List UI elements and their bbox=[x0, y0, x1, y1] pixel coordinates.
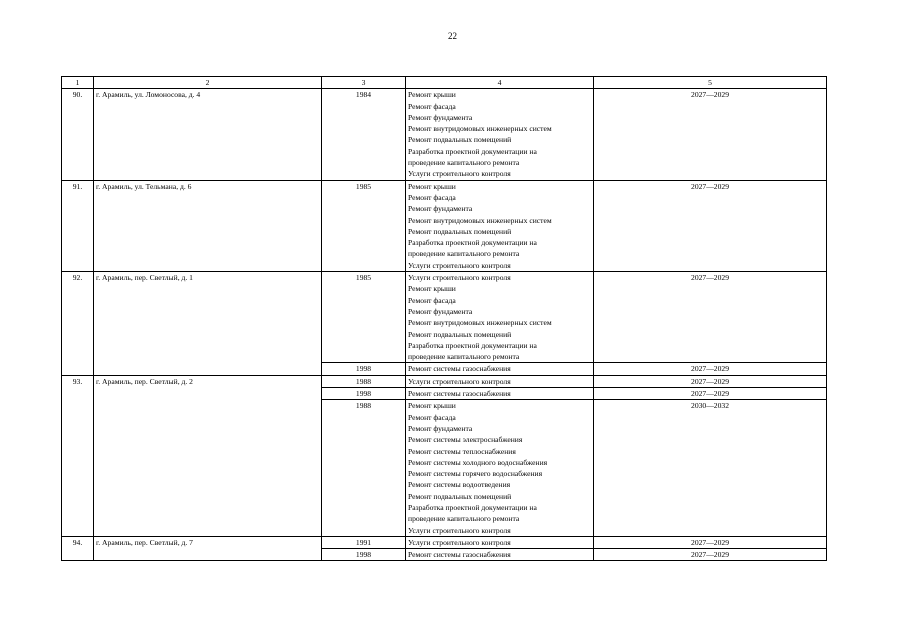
works-cell bbox=[406, 363, 594, 375]
work-item: Ремонт фасада bbox=[408, 192, 456, 202]
table-row bbox=[62, 536, 827, 548]
work-item: Ремонт системы электроснабжения bbox=[408, 435, 523, 445]
column-number-cell: 2 bbox=[94, 77, 322, 89]
period-cell: 2027—2029 bbox=[594, 89, 827, 180]
period-cell: 2027—2029 bbox=[594, 388, 827, 400]
year-cell: 1984 bbox=[322, 89, 406, 180]
work-item: Ремонт внутридомовых инженерных систем bbox=[408, 124, 552, 134]
address-cell: г. Арамиль, пер. Светлый, д. 1 bbox=[94, 272, 322, 363]
entry-number-cell bbox=[62, 388, 94, 400]
table-row bbox=[62, 549, 827, 561]
table-row bbox=[62, 400, 827, 537]
period-cell: 2027—2029 bbox=[594, 536, 827, 548]
work-item: Ремонт системы горячего водоснабжения bbox=[408, 469, 543, 479]
year-cell: 1998 bbox=[322, 363, 406, 375]
works-cell bbox=[406, 388, 594, 400]
entry-number-cell bbox=[62, 400, 94, 537]
work-item: Ремонт системы газоснабжения bbox=[408, 364, 511, 374]
period-cell: 2027—2029 bbox=[594, 549, 827, 561]
column-number-cell: 3 bbox=[322, 77, 406, 89]
work-item: Услуги строительного контроля bbox=[408, 537, 511, 547]
work-item: Разработка проектной документации на bbox=[408, 238, 537, 248]
entry-number-cell: 91. bbox=[62, 180, 94, 271]
work-item: Ремонт фундамента bbox=[408, 306, 473, 316]
work-item: Ремонт системы теплоснабжения bbox=[408, 446, 516, 456]
work-item: Ремонт системы газоснабжения bbox=[408, 389, 511, 399]
work-item: Ремонт крыши bbox=[408, 90, 456, 100]
work-item: Ремонт внутридомовых инженерных систем bbox=[408, 215, 552, 225]
year-cell: 1998 bbox=[322, 549, 406, 561]
period-cell: 2027—2029 bbox=[594, 363, 827, 375]
table-row bbox=[62, 375, 827, 387]
year-cell: 1991 bbox=[322, 536, 406, 548]
work-item: проведение капитального ремонта bbox=[408, 158, 520, 168]
work-item: Ремонт подвальных помещений bbox=[408, 135, 512, 145]
address-cell bbox=[94, 363, 322, 375]
work-item: Ремонт фасада bbox=[408, 295, 456, 305]
work-item: Ремонт системы водоотведения bbox=[408, 480, 511, 490]
work-item: Ремонт крыши bbox=[408, 284, 456, 294]
works-cell bbox=[406, 375, 594, 387]
work-item: Разработка проектной документации на bbox=[408, 502, 537, 512]
table-body bbox=[62, 77, 827, 561]
works-cell bbox=[406, 89, 594, 180]
work-item: Услуги строительного контроля bbox=[408, 376, 511, 386]
work-item: Услуги строительного контроля bbox=[408, 169, 511, 179]
entry-number-cell: 94. bbox=[62, 536, 94, 548]
period-cell: 2027—2029 bbox=[594, 375, 827, 387]
work-item: Ремонт фундамента bbox=[408, 204, 473, 214]
entry-number-cell bbox=[62, 363, 94, 375]
work-item: Ремонт системы газоснабжения bbox=[408, 550, 511, 560]
work-item: Ремонт крыши bbox=[408, 181, 456, 191]
table-row bbox=[62, 89, 827, 180]
work-item: Разработка проектной документации на bbox=[408, 146, 537, 156]
year-cell: 1988 bbox=[322, 400, 406, 537]
column-number-cell: 4 bbox=[406, 77, 594, 89]
table-row bbox=[62, 180, 827, 271]
work-item: Ремонт внутридомовых инженерных систем bbox=[408, 318, 552, 328]
year-cell: 1988 bbox=[322, 375, 406, 387]
work-item: Ремонт подвальных помещений bbox=[408, 226, 512, 236]
work-item: Ремонт фундамента bbox=[408, 112, 473, 122]
work-item: Ремонт фасада bbox=[408, 101, 456, 111]
work-item: Услуги строительного контроля bbox=[408, 525, 511, 535]
table-row bbox=[62, 388, 827, 400]
address-cell: г. Арамиль, ул. Ломоносова, д. 4 bbox=[94, 89, 322, 180]
capital-repair-table bbox=[61, 76, 827, 561]
period-cell: 2030—2032 bbox=[594, 400, 827, 537]
page-number: 22 bbox=[448, 31, 457, 41]
work-item: Услуги строительного контроля bbox=[408, 273, 511, 283]
column-number-row bbox=[62, 77, 827, 89]
work-item: Разработка проектной документации на bbox=[408, 340, 537, 350]
table-row bbox=[62, 272, 827, 363]
year-cell: 1985 bbox=[322, 180, 406, 271]
table-row bbox=[62, 363, 827, 375]
address-cell bbox=[94, 400, 322, 537]
work-item: проведение капитального ремонта bbox=[408, 249, 520, 259]
year-cell: 1985 bbox=[322, 272, 406, 363]
works-cell bbox=[406, 272, 594, 363]
works-cell bbox=[406, 180, 594, 271]
work-item: Ремонт фундамента bbox=[408, 423, 473, 433]
column-number-cell: 5 bbox=[594, 77, 827, 89]
address-cell: г. Арамиль, пер. Светлый, д. 7 bbox=[94, 536, 322, 548]
period-cell: 2027—2029 bbox=[594, 180, 827, 271]
period-cell: 2027—2029 bbox=[594, 272, 827, 363]
year-cell: 1998 bbox=[322, 388, 406, 400]
works-cell bbox=[406, 549, 594, 561]
entry-number-cell: 92. bbox=[62, 272, 94, 363]
column-number-cell: 1 bbox=[62, 77, 94, 89]
work-item: Ремонт системы холодного водоснабжения bbox=[408, 457, 548, 467]
work-item: Ремонт подвальных помещений bbox=[408, 329, 512, 339]
entry-number-cell: 90. bbox=[62, 89, 94, 180]
works-cell bbox=[406, 536, 594, 548]
address-cell: г. Арамиль, ул. Тельмана, д. 6 bbox=[94, 180, 322, 271]
works-cell bbox=[406, 400, 594, 537]
work-item: Услуги строительного контроля bbox=[408, 260, 511, 270]
entry-number-cell bbox=[62, 549, 94, 561]
entry-number-cell: 93. bbox=[62, 375, 94, 387]
work-item: Ремонт подвальных помещений bbox=[408, 491, 512, 501]
address-cell bbox=[94, 549, 322, 561]
work-item: Ремонт крыши bbox=[408, 401, 456, 411]
work-item: проведение капитального ремонта bbox=[408, 514, 520, 524]
address-cell bbox=[94, 388, 322, 400]
work-item: Ремонт фасада bbox=[408, 412, 456, 422]
address-cell: г. Арамиль, пер. Светлый, д. 2 bbox=[94, 375, 322, 387]
work-item: проведение капитального ремонта bbox=[408, 352, 520, 362]
